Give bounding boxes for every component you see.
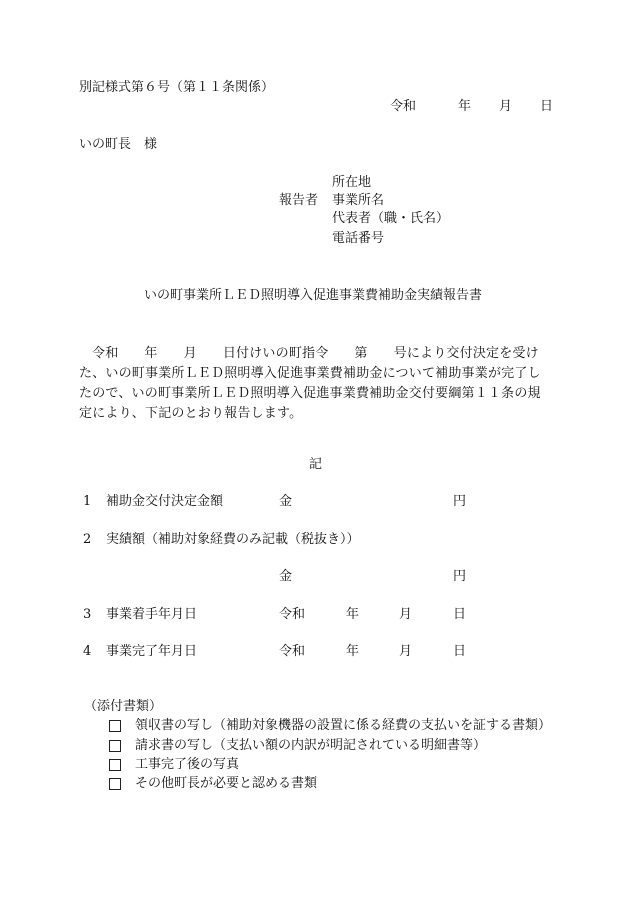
- attachment-checkbox-1[interactable]: [109, 720, 121, 736]
- date-day: 日: [540, 99, 554, 114]
- addressee: いの町長 様: [79, 137, 158, 152]
- checkbox-icon: [109, 740, 121, 752]
- date-era: 令和: [390, 99, 417, 114]
- attachment-checkbox-3[interactable]: [109, 759, 121, 775]
- date-year: 年: [458, 99, 472, 114]
- attachments-heading: （添付書類）: [84, 699, 163, 714]
- attachment-item-2: 請求書の写し（支払い額の内訳が明記されている明細書等）: [135, 738, 487, 753]
- attachment-checkbox-2[interactable]: [109, 740, 121, 756]
- body-line-3: たので、いの町事業所ＬＥＤ照明導入促進事業費補助金交付要綱第１１条の規: [79, 386, 541, 401]
- attachment-item-4: その他町長が必要と認める書類: [135, 776, 318, 791]
- reporter-field-business-name: 事業所名: [332, 193, 385, 208]
- document-title: いの町事業所ＬＥＤ照明導入促進事業費補助金実績報告書: [144, 288, 483, 303]
- body-paragraph: [79, 344, 555, 424]
- attachment-item-1: 領収書の写し（補助対象機器の設置に係る経費の支払いを証する書類）: [135, 718, 552, 733]
- body-line-2: た、いの町事業所ＬＥＤ照明導入促進事業費補助金について補助事業が完了し: [79, 366, 541, 381]
- body-line-4: 定により、下記のとおり報告します。: [79, 406, 303, 421]
- reporter-label: 報告者: [279, 193, 319, 208]
- form-number: 別記様式第６号（第１１条関係）: [79, 80, 275, 95]
- date-month: 月: [499, 99, 513, 114]
- attachment-checkbox-4[interactable]: [109, 778, 121, 794]
- body-line-1: 令和 年 月 日付けいの町指令 第 号により交付決定を受け: [92, 346, 539, 361]
- ki-heading: 記: [309, 457, 323, 472]
- checkbox-icon: [109, 720, 121, 732]
- checkbox-icon: [109, 759, 121, 771]
- reporter-field-phone: 電話番号: [332, 231, 385, 246]
- reporter-field-address: 所在地: [332, 175, 372, 190]
- reporter-field-representative: 代表者（職・氏名）: [332, 211, 450, 226]
- checkbox-icon: [109, 778, 121, 790]
- attachment-item-3: 工事完了後の写真: [135, 757, 240, 772]
